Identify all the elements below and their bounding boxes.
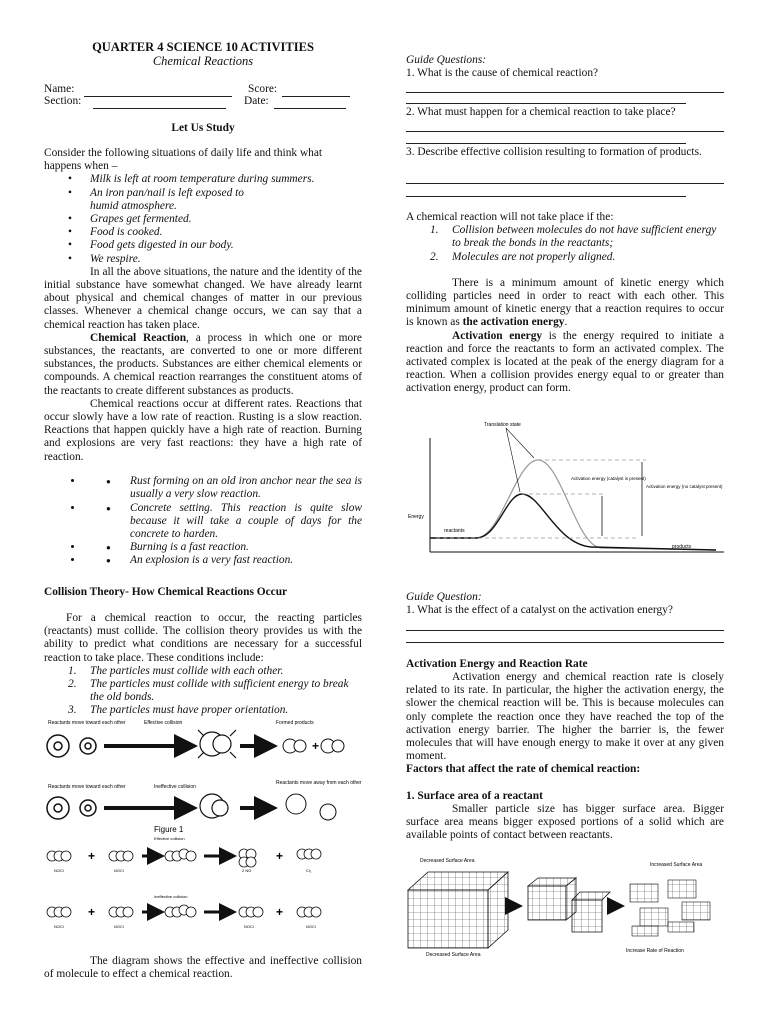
factors-heading: Factors that affect the rate of chemical reaction: xyxy=(406,763,641,776)
term-activation-energy-2: Activation energy xyxy=(452,329,543,342)
intro-text: Consider the following situations of daily life and think what happens when – xyxy=(44,147,323,173)
list-number: 1. xyxy=(430,224,439,237)
answer-line[interactable] xyxy=(406,642,724,643)
split-cubes xyxy=(528,878,610,932)
guide2-question-1: 1. What is the effect of a catalyst on the activation energy? xyxy=(406,604,673,616)
label-effective-2: Effective collision xyxy=(154,836,185,841)
paragraph-1: In all the above situations, the nature and the identity of the initial substance have somewhat changed. We have already learnt about physical and chemical changes of matter in our previous classes. Whenever a chemical change occurs, we can say that a chemical reaction has taken place. xyxy=(44,265,362,331)
situations-list xyxy=(44,173,362,265)
label-nocl: NOCl xyxy=(114,868,124,873)
section-field[interactable] xyxy=(93,108,226,109)
list-item: • Grapes get fermented. xyxy=(44,213,362,226)
answer-line[interactable] xyxy=(406,630,724,631)
label-ineffective-2: Ineffective collision xyxy=(154,894,188,899)
guide2-label: Guide Question: xyxy=(406,591,482,603)
score-field[interactable] xyxy=(282,96,350,97)
annotation-products: products xyxy=(672,544,692,550)
para-text: . xyxy=(564,316,568,329)
conditions-list xyxy=(44,665,362,718)
rate-paragraph: Activation energy and chemical reaction rate is closely related to its rate. In particular, the higher the activation energy, the slower the chemical reaction will be. This is because molecules can only complete the reaction once they have reached the top of the activation energy barrier. The higher the barrier is, the fewer molecules that will have enough energy to make it over at any given moment. xyxy=(406,671,724,763)
list-item xyxy=(44,678,362,704)
surface-area-figure xyxy=(406,856,724,960)
label-formed: Formed products xyxy=(276,720,314,726)
plus-sign: + xyxy=(88,849,96,863)
date-field[interactable] xyxy=(274,108,346,109)
list-item xyxy=(406,251,724,264)
label-reactants-toward-2: Reactants move toward each other xyxy=(48,784,126,790)
guide-question-2: 2. What must happen for a chemical reaction to take place? xyxy=(406,106,676,118)
answer-line[interactable] xyxy=(406,196,686,197)
answer-line[interactable] xyxy=(406,183,724,184)
list-number: 3. xyxy=(68,704,77,717)
list-number: 2. xyxy=(68,678,77,691)
energy-diagram xyxy=(406,418,724,556)
label-effective: Effective collision xyxy=(144,720,183,726)
label-nocl: NOCl xyxy=(306,924,316,929)
activation-paragraph-1 xyxy=(406,277,724,330)
molecule-pair-2 xyxy=(47,797,96,819)
collision-paragraph: For a chemical reaction to occur, the reacting particles (reactants) must collide. The collision theory provides us with the ability to predict what conditions are necessary for a successful reaction to take place. These conditions include: xyxy=(44,612,362,664)
list-text: The particles must collide with each other. xyxy=(90,664,284,677)
label-reactants-toward: Reactants move toward each other xyxy=(48,720,126,726)
term-chemical-reaction: Chemical Reaction xyxy=(90,331,187,344)
score-label: Score: xyxy=(248,83,278,95)
collision-heading: Collision Theory- How Chemical Reactions Occur xyxy=(44,586,288,598)
label-ineffective: Ineffective collision xyxy=(154,784,196,790)
diagram-text: The diagram shows the effective and ineffective collision of molecule to effect a chemical reaction. xyxy=(44,955,362,981)
date-label: Date: xyxy=(244,95,269,107)
small-cubes xyxy=(630,880,710,936)
list-item xyxy=(406,224,724,250)
label-away: Reactants move away from each other xyxy=(276,780,362,786)
rebound-molecules xyxy=(286,794,336,820)
plus-sign: + xyxy=(88,905,96,919)
list-number: 2. xyxy=(430,250,439,263)
list-item xyxy=(44,665,362,678)
plus-sign: + xyxy=(312,739,320,753)
examples-list xyxy=(44,475,362,567)
list-item: ● • An explosion is a very fast reaction. xyxy=(84,554,362,567)
activation-paragraph-2 xyxy=(406,330,724,396)
collision-figure xyxy=(44,716,364,944)
page-subtitle: Chemical Reactions xyxy=(152,54,254,68)
guide-label: Guide Questions: xyxy=(406,54,487,66)
list-item: • We respire. xyxy=(44,253,362,266)
section-label: Section: xyxy=(44,95,82,107)
label-2no: 2 NO xyxy=(242,868,252,873)
y-axis-label: Energy xyxy=(408,514,424,520)
label-rate: Increase Rate of Reaction xyxy=(626,948,684,954)
guide-question-1: 1. What is the cause of chemical reaction? xyxy=(406,67,599,79)
list-item: • Food gets digested in our body. xyxy=(44,239,362,252)
failure-conditions-list xyxy=(406,224,724,264)
para-text: There is a minimum amount of kinetic energy which colliding particles need in order to react with each other. This minimum amount of kinetic energy that a reaction requires to occur is known as xyxy=(406,276,724,329)
let-us-study-heading: Let Us Study xyxy=(171,122,235,134)
label-nocl: NOCl xyxy=(114,924,124,929)
label-nocl: NOCl xyxy=(54,868,64,873)
list-item: ● • Burning is a fast reaction. xyxy=(84,541,362,554)
annotation-transition: Translation state xyxy=(484,422,521,428)
list-item: ● • Rust forming on an old iron anchor near the sea is usually a very slow reaction. xyxy=(84,475,362,501)
page-title: QUARTER 4 SCIENCE 10 ACTIVITIES xyxy=(92,40,314,54)
answer-line[interactable] xyxy=(406,131,724,132)
paragraph-3: Chemical reactions occur at different rates. Reactions that occur slowly have a low rate of reaction. Rusting is a slow reaction. Reactions that happen quickly have a high rate of reaction. Burning and explosions are very fast reactions: they have a high rate of reaction. xyxy=(44,397,362,463)
annotation-catalyst: Activation energy (catalyst is present) xyxy=(571,476,646,481)
para-text: is the energy required to initiate a reaction and force the reactants to form an activated complex. The activated complex is located at the peak of the energy diagram for a reaction. When a collision provides energy equal to or greater than activation energy, product can form. xyxy=(406,329,725,395)
guide-question-3: 3. Describe effective collision resulting to formation of products. xyxy=(406,146,702,158)
label-increased: Increased Surface Area xyxy=(650,862,703,868)
factor-1-paragraph: Smaller particle size has bigger surface area. Bigger surface area means bigger exposed portions of a solid which are available points of contact between reactants. xyxy=(406,802,724,842)
label-nocl: NOCl xyxy=(244,924,254,929)
curve-catalyst xyxy=(430,494,716,550)
plus-sign: + xyxy=(276,905,284,919)
answer-line[interactable] xyxy=(406,143,686,144)
list-text: Collision between molecules do not have sufficient energy to break the bonds in the reactants; xyxy=(452,224,717,250)
answer-line[interactable] xyxy=(406,103,686,104)
annotation-no-catalyst: Activation energy (no catalyst present) xyxy=(646,484,723,489)
list-number: 1. xyxy=(68,664,77,677)
collision-burst xyxy=(198,730,236,758)
curve-no-catalyst xyxy=(430,460,716,550)
name-label: Name: xyxy=(44,83,75,95)
label-nocl: NOCl xyxy=(54,924,64,929)
diagram-description xyxy=(44,955,362,981)
activation-section xyxy=(406,211,724,396)
list-item: • Milk is left at room temperature during summers. xyxy=(44,173,362,186)
let-us-study-body xyxy=(44,147,362,579)
figure-caption: Figure 1 xyxy=(154,825,184,834)
list-item: • Food is cooked. xyxy=(44,226,362,239)
label-decreased-bottom: Decreased Surface Area xyxy=(426,952,481,958)
collision-burst-2 xyxy=(200,794,228,818)
list-text: The particles must have proper orientation. xyxy=(90,704,289,717)
paragraph-2 xyxy=(44,332,362,398)
label-decreased-top: Decreased Surface Area xyxy=(420,858,475,864)
molecule-pair xyxy=(47,735,96,757)
activation-intro: A chemical reaction will not take place if the: xyxy=(406,211,614,223)
answer-line[interactable] xyxy=(406,92,724,93)
list-text: Molecules are not properly aligned. xyxy=(452,250,616,263)
name-field[interactable] xyxy=(84,96,232,97)
paragraph-2-text: , a process in which one or more substances, the reactants, are converted to one or more different substances, the products. Substances are either chemical elements or compounds. A chemical reaction rearranges the constituent atoms of the reactants to create different substances as products. xyxy=(44,331,362,397)
term-activation-energy: the activation energy xyxy=(462,316,565,329)
list-item: ● • Concrete setting. This reaction is quite slow because it will take a couple of days for the concrete to harden. xyxy=(84,502,362,542)
list-item: • An iron pan/nail is left exposed to humid atmosphere. xyxy=(44,187,362,213)
annotation-reactants: reactants xyxy=(444,528,465,534)
large-cube xyxy=(408,872,508,948)
rate-section xyxy=(406,671,724,842)
list-text: The particles must collide with sufficient energy to break the old bonds. xyxy=(90,678,349,704)
plus-sign: + xyxy=(276,849,284,863)
factor-1-heading: 1. Surface area of a reactant xyxy=(406,789,543,802)
rate-heading: Activation Energy and Reaction Rate xyxy=(406,658,588,670)
label-cl2: Cl₂ xyxy=(306,868,312,873)
collision-body xyxy=(44,612,362,718)
